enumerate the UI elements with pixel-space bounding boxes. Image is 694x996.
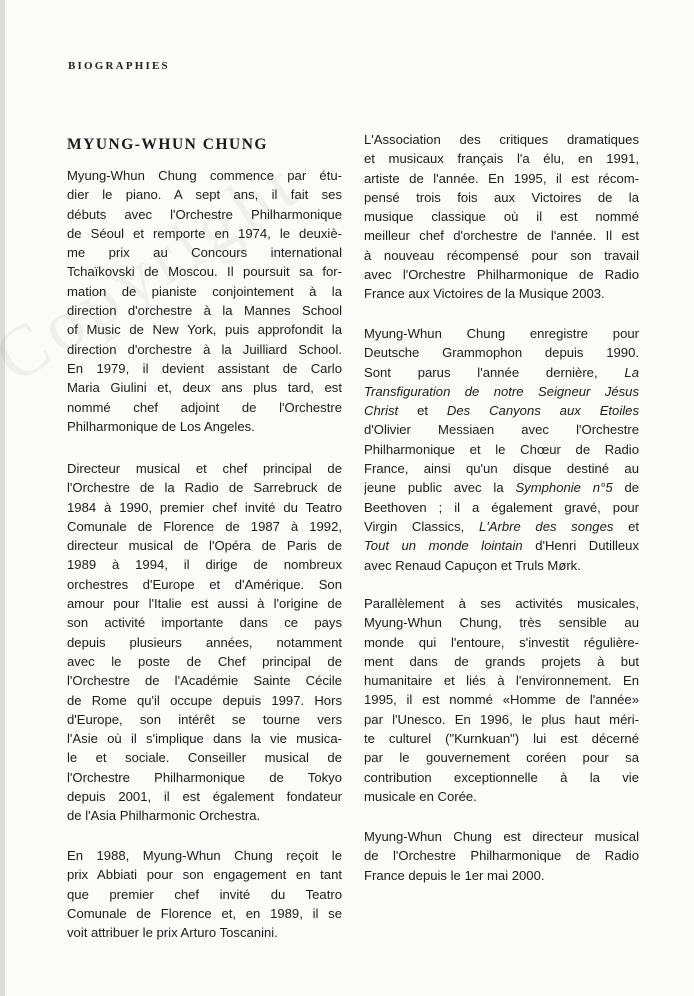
text-line: humanitaire et liés à l'environnement. En xyxy=(364,673,639,689)
text-line: par l'Unesco. En 1996, le plus haut méri- xyxy=(364,711,639,727)
text-line: l'Asie où il s'implique dans la vie musica- xyxy=(67,731,342,747)
text-line: musicale en Corée. xyxy=(364,788,477,804)
right-paragraph-4 xyxy=(364,827,639,885)
text-line: Comunale de Florence et, en 1989, il se xyxy=(67,905,342,921)
left-paragraph-2 xyxy=(67,459,342,826)
text-line: de Séoul et remporte en 1974, le deuxiè- xyxy=(67,225,342,241)
text-line: France aux Victoires de la Musique 2003. xyxy=(364,286,605,302)
text-line: L'Association des critiques dramatiques xyxy=(364,132,639,147)
text-line: 1989 à 1994, il dirige de nombreux xyxy=(67,557,342,573)
text-line: musique classique où il est nommé xyxy=(364,209,639,225)
text-line: Directeur musical et chef principal de xyxy=(67,461,342,476)
text-line: Comunale de Florence de 1987 à 1992, xyxy=(67,518,342,534)
text-line: Tout un monde lointain d'Henri Dutilleux xyxy=(364,538,639,554)
text-line: monde qui l'entoure, s'investit régulière- xyxy=(364,634,639,650)
text-line: Sont parus l'année dernière, La xyxy=(364,364,639,380)
text-line: Tchaïkovski de Moscou. Il poursuit sa for- xyxy=(67,264,342,280)
text-line: le et sociale. Conseiller musical de xyxy=(67,750,342,766)
text-line: mation de pianiste conjointement à la xyxy=(67,283,342,299)
right-paragraph-1 xyxy=(364,130,639,304)
article-title: MYUNG-WHUN CHUNG xyxy=(67,136,268,153)
text-line: et musicaux français l'a élu, en 1991, xyxy=(364,151,639,167)
text-line: of Music de New York, puis approfondit la xyxy=(67,322,342,338)
text-line: l'Orchestre de la Radio de Sarrebruck de xyxy=(67,480,342,496)
text-line: depuis plusieurs années, notamment xyxy=(67,634,342,650)
text-line: Myung-Whun Chung commence par étu- xyxy=(67,168,342,183)
text-line: France, ainsi qu'un disque destiné au xyxy=(364,461,639,477)
text-line: prix Abbiati pour son engagement en tant xyxy=(67,867,342,883)
text-line: Deutsche Grammophon depuis 1990. xyxy=(364,345,639,361)
text-line: de l'Orchestre Philharmonique de Radio xyxy=(364,848,639,864)
text-line: d'Europe, son intérêt se tourne vers xyxy=(67,711,342,727)
text-line: 1995, il est nommé «Homme de l'année» xyxy=(364,692,639,708)
text-line: voit attribuer le prix Arturo Toscanini. xyxy=(67,925,278,941)
text-line: amour pour l'Italie est aussi à l'origine de xyxy=(67,596,342,612)
text-line: artiste de l'année. En 1995, il est récom- xyxy=(364,170,639,186)
text-line: contribution exceptionnelle à la vie xyxy=(364,769,639,785)
text-line: Virgin Classics, L'Arbre des songes et xyxy=(364,518,639,534)
text-line: direction d'orchestre à la Juilliard School. xyxy=(67,341,342,357)
text-line: nommé chef adjoint de l'Orchestre xyxy=(67,399,342,415)
text-line: Parallèlement à ses activités musicales, xyxy=(364,596,639,611)
left-paragraph-1 xyxy=(67,166,342,436)
text-line: par le gouvernement coréen pour sa xyxy=(364,750,639,766)
text-line: direction d'orchestre à la Mannes School xyxy=(67,303,342,319)
right-paragraph-3 xyxy=(364,594,639,806)
text-line: Philharmonique et le Chœur de Radio xyxy=(364,441,639,457)
text-line: En 1979, il devient assistant de Carlo xyxy=(67,360,342,376)
text-line: 1984 à 1990, premier chef invité du Teatro xyxy=(67,499,342,515)
text-line: avec Renaud Capuçon et Truls Mørk. xyxy=(364,557,581,573)
left-paragraph-3 xyxy=(67,846,342,942)
text-line: pensé trois fois aux Victoires de la xyxy=(364,189,639,205)
text-line: orchestres d'Europe et d'Amérique. Son xyxy=(67,576,342,592)
text-line: dier le piano. A sept ans, il fait ses xyxy=(67,187,342,203)
right-paragraph-2 xyxy=(364,324,639,575)
text-line: Maria Giulini et, deux ans plus tard, est xyxy=(67,380,342,396)
text-line: depuis 2001, il est également fondateur xyxy=(67,789,342,805)
text-line: Christ et Des Canyons aux Etoiles xyxy=(364,403,639,419)
text-line: directeur musical de l'Opéra de Paris de xyxy=(67,538,342,554)
text-line: son activité importante dans ce pays xyxy=(67,615,342,631)
text-line: En 1988, Myung-Whun Chung reçoit le xyxy=(67,848,342,863)
text-line: à nouveau récompensé pour son travail xyxy=(364,247,639,263)
text-line: Transfiguration de notre Seigneur Jésus xyxy=(364,383,639,399)
text-line: l'Orchestre de l'Académie Sainte Cécile xyxy=(67,673,342,689)
text-line: Philharmonique de Los Angeles. xyxy=(67,418,255,434)
text-line: de l'Asia Philharmonic Orchestra. xyxy=(67,808,261,824)
text-line: meilleur chef d'orchestre de l'année. Il est xyxy=(364,228,639,244)
text-line: que premier chef invité du Teatro xyxy=(67,886,342,902)
text-line: avec le poste de Chef principal de xyxy=(67,653,342,669)
text-line: l'Orchestre Philharmonique de Tokyo xyxy=(67,769,342,785)
text-line: Myung-Whun Chung enregistre pour xyxy=(364,326,639,341)
text-line: Beethoven ; il a également gravé, pour xyxy=(364,499,639,515)
text-line: d'Olivier Messiaen avec l'Orchestre xyxy=(364,422,639,438)
text-line: jeune public avec la Symphonie n°5 de xyxy=(364,480,639,496)
text-line: te culturel ("Kurnkuan") lui est décerné xyxy=(364,731,639,747)
page-edge xyxy=(0,0,5,996)
text-line: ment dans de grands projets à but xyxy=(364,653,639,669)
text-line: Myung-Whun Chung, très sensible au xyxy=(364,615,639,631)
section-header: BIOGRAPHIES xyxy=(68,60,170,72)
text-line: France depuis le 1er mai 2000. xyxy=(364,867,545,883)
text-line: Myung-Whun Chung est directeur musical xyxy=(364,829,639,844)
text-line: avec l'Orchestre Philharmonique de Radio xyxy=(364,267,639,283)
text-line: de Rome qu'il occupe depuis 1997. Hors xyxy=(67,692,342,708)
text-line: débuts avec l'Orchestre Philharmonique xyxy=(67,206,342,222)
text-line: me prix au Concours international xyxy=(67,245,342,261)
